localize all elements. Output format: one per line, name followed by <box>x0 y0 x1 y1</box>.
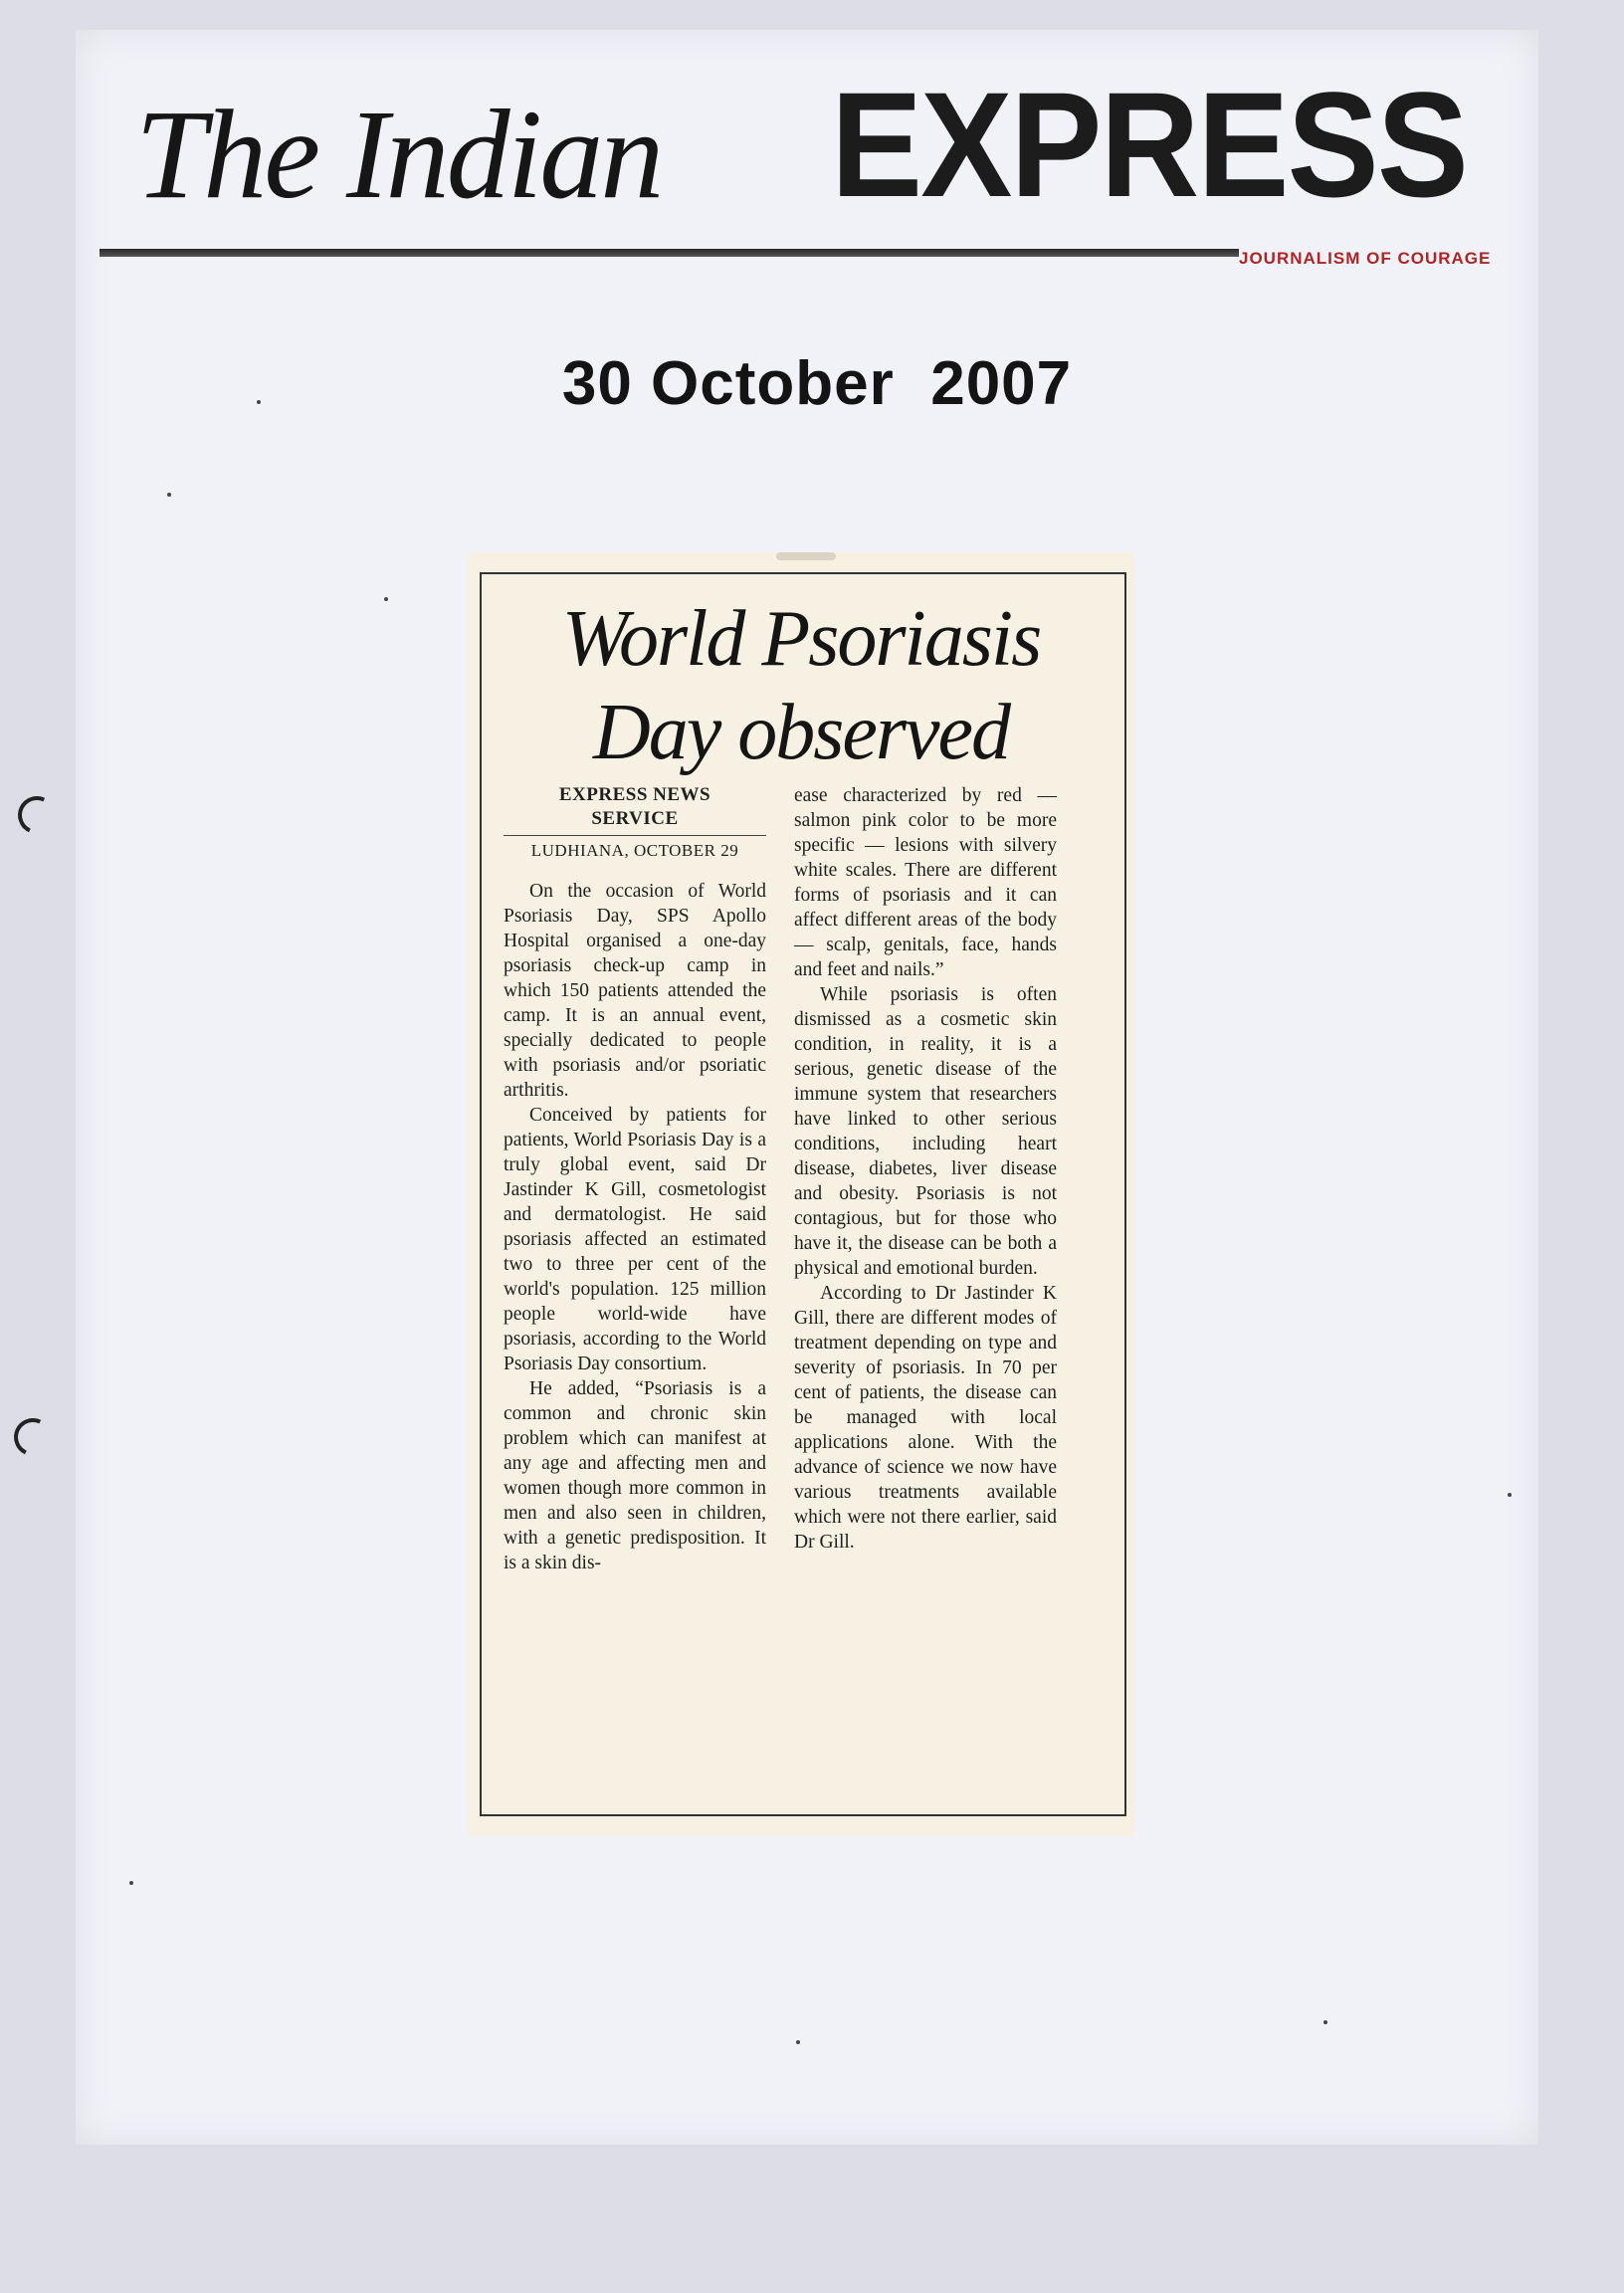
speck <box>129 1881 133 1885</box>
publication-date: 30 October 2007 <box>561 349 1073 418</box>
masthead-title-script: The Indian <box>135 84 662 225</box>
article-dateline: LUDHIANA, OCTOBER 29 <box>504 835 766 863</box>
masthead <box>100 60 1513 268</box>
article-paragraph: On the occasion of World Psoriasis Day, SPS Apollo Hospital organised a one-day psoriasis check-up camp in which 150 patients attended the camp. It is an annual event, specially dedicated to people with psoriasis and/or psoriatic arthritis. <box>504 881 766 1101</box>
clipping-scuff <box>776 552 836 560</box>
speck <box>1508 1493 1512 1497</box>
article-paragraph: He added, “Psoriasis is a common and chronic skin problem which can manifest at any age and affecting men and women though more common in men and also seen in children, with a genetic predisposition. It is a skin dis- <box>504 1378 766 1573</box>
masthead-tagline: JOURNALISM OF COURAGE <box>1239 249 1492 268</box>
article-paragraph: ease characterized by red — salmon pink color to be more specific — lesions with silvery white scales. There are different forms of psoriasis and it can affect different areas of the body — scalp, genitals, face, hands and feet and nails.” <box>794 785 1057 980</box>
article-byline: EXPRESS NEWS SERVICE <box>558 784 711 829</box>
speck <box>384 597 388 601</box>
article-paragraph: Conceived by patients for patients, World Psoriasis Day is a truly global event, said Dr Jastinder K Gill, cosmetologist and dermatologist. He said psoriasis affected an estimated two to three per cent of the world's population. 125 million people world-wide have psoriasis, according to the World Psoriasis Day consortium. <box>504 1105 766 1374</box>
masthead-title-bold: EXPRESS <box>831 61 1468 228</box>
speck <box>167 493 171 497</box>
punch-hole-bottom <box>9 1413 58 1462</box>
speck <box>1323 2020 1327 2024</box>
punch-hole-top <box>13 791 62 840</box>
speck <box>796 2040 800 2044</box>
article-paragraph: While psoriasis is often dismissed as a cosmetic skin condition, in reality, it is a serious, genetic disease of the immune system that researchers have linked to other serious conditions, including heart disease, diabetes, liver disease and obesity. Psoriasis is not contagious, but for those who have it, the disease can be both a physical and emotional burden. <box>794 984 1057 1279</box>
article-paragraph: According to Dr Jastinder K Gill, there are different modes of treatment depending on type and severity of psoriasis. In 70 per cent of patients, the disease can be managed with local applications alone. With the advance of science we now have various treatments available which were not there earlier, said Dr Gill. <box>794 1283 1057 1553</box>
article-headline: World Psoriasis Day observed <box>561 595 1041 776</box>
article-column-right <box>794 783 1057 1555</box>
news-clipping <box>468 552 1134 1836</box>
masthead-rule <box>100 249 1239 257</box>
article-column-left <box>504 783 766 1575</box>
